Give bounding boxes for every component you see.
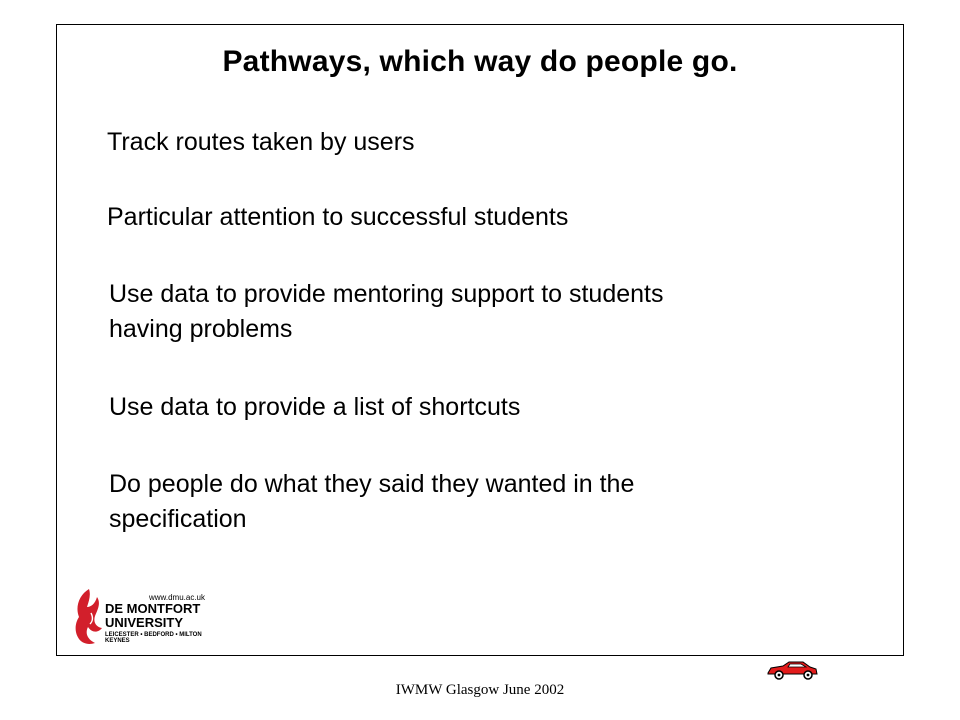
red-car-icon [765,658,819,682]
bullet-shortcuts: Use data to provide a list of shortcuts [109,393,521,421]
dmu-url: www.dmu.ac.uk [148,593,205,602]
bullet-mentoring-support [109,277,664,347]
bullet-specification [109,467,634,537]
dmu-name-line2: UNIVERSITY [105,615,184,630]
footer-text: IWMW Glasgow June 2002 [395,682,565,698]
dmu-lion-icon [71,587,105,647]
dmu-campuses: LEICESTER • BEDFORD • MILTON KEYNES [105,632,202,644]
bullet-track-routes: Track routes taken by users [107,128,415,156]
bullet-mentoring-support-text: Use data to provide mentoring support to students having problems [109,280,664,343]
bullet-successful-students: Particular attention to successful students [107,203,569,231]
slide-title: Pathways, which way do people go. [222,45,738,78]
slide-frame [56,24,904,656]
dmu-logo-text [105,593,211,644]
dmu-logo [71,587,211,649]
dmu-name-line1: DE MONTFORT [105,601,201,616]
bullet-specification-text: Do people do what they said they wanted in the specification [109,470,635,533]
